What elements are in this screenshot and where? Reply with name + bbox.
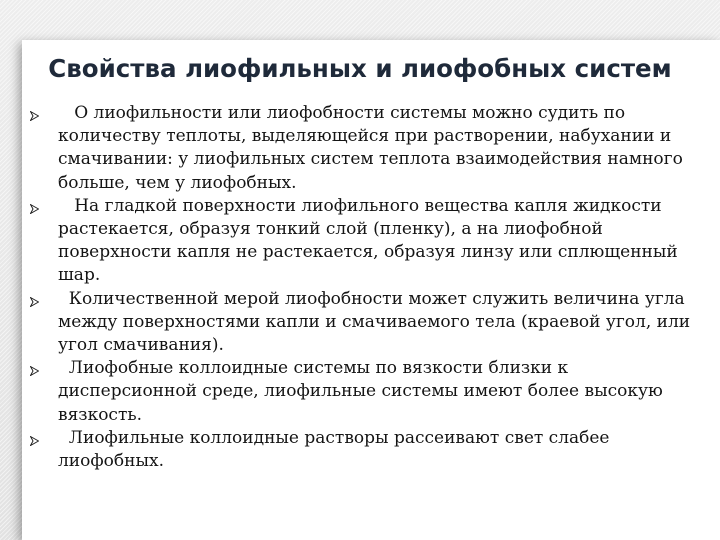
bullet-text: О лиофильности или лиофобности системы можно судить по количеству теплоты, выделяющейся при растворении, набухании и смачивании: у лиофильных систем теплота взаимодействия намного больше, чем у лиофобных. <box>58 103 683 193</box>
bullet-text: Лиофильные коллоидные растворы рассеивают свет слабее лиофобных. <box>58 427 610 472</box>
bullet-item <box>30 195 710 288</box>
bullet-text: На гладкой поверхности лиофильного вещества капля жидкости растекается, образуя тонкий слой (пленку), а на лиофобной поверхности капля не растекается, образуя линзу или сплющенный шар. <box>58 195 678 286</box>
bullet-item <box>30 288 710 358</box>
bullet-text: Лиофобные коллоидные системы по вязкости близки к дисперсионной среде, лиофильные системы имеют более высокую вязкость. <box>58 358 663 425</box>
arrowhead-bullet-icon <box>30 366 39 376</box>
bullet-list <box>30 102 710 473</box>
slide-title: Свойства лиофильных и лиофобных систем <box>48 54 672 83</box>
arrowhead-bullet-icon <box>30 297 39 307</box>
bullet-item <box>30 427 710 473</box>
bullet-item <box>30 357 710 427</box>
arrowhead-bullet-icon <box>30 436 39 446</box>
arrowhead-bullet-icon <box>30 204 39 214</box>
bullet-item <box>30 102 710 195</box>
bullet-text: Количественной мерой лиофобности может служить величина угла между поверхностями капли и смачиваемого тела (краевой угол, или угол смачивания). <box>58 288 691 356</box>
arrowhead-bullet-icon <box>30 111 39 121</box>
